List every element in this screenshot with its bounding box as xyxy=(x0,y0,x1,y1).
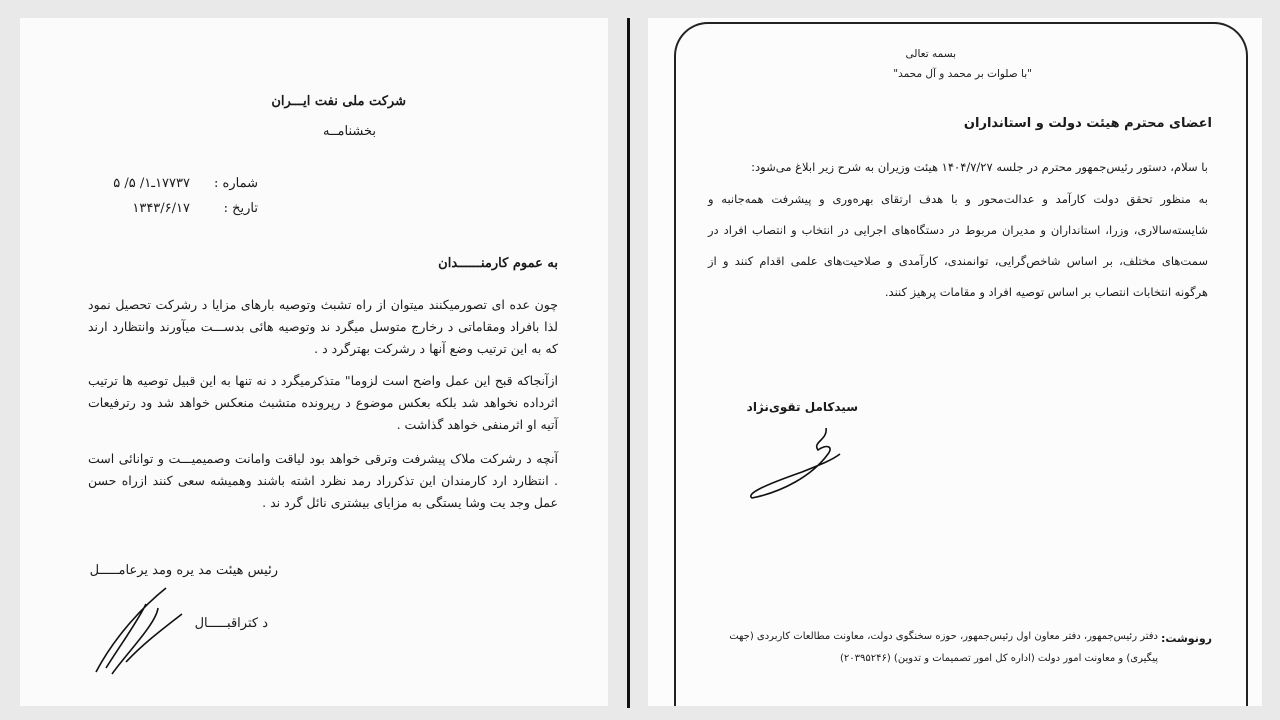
date-label: تاریخ : xyxy=(223,201,258,216)
paragraph-3: آنچه د رشرکت ملاک پیشرفت وترقی خواهد بود لیاقت وامانت وصمیمیـــت و توانائی است . انتظارد ارد کارمندان این تذکرراد رمد نظرد اشته باشند وهمیشه سعی کنند ازراه حسن عمل وجد یت وشا یستگی به مزایای بیشتری نائل گرد ند . xyxy=(88,451,558,510)
recipient: به عموم کارمنــــــدان xyxy=(438,256,558,271)
cc-text: دفتر رئیس‌جمهور، دفتر معاون اول رئیس‌جمهور، حوزه سخنگوی دولت، معاونت مطالعات کاربردی (جهت پیگیری) و معاونت امور دولت (اداره کل امور تصمیمات و تدوین) (۲۰۳۹۵۲۴۶) xyxy=(729,631,1158,664)
header-salawat: "با صلوات بر محمد و آل محمد" xyxy=(893,68,1032,80)
date-value: ۱۳۴۳/۶/۱۷ xyxy=(132,201,190,216)
signer-title: رئیس هیئت مد یره ومد یرعامـــــل xyxy=(89,563,278,578)
signature-left xyxy=(86,584,196,680)
document-type: بخشنامــه xyxy=(322,124,376,139)
signer-name: د کتراقبـــــال xyxy=(194,616,268,631)
company-name: شرکت ملی نفت ایـــران xyxy=(271,94,406,109)
paragraph-1: با سلام، دستور رئیس‌جمهور محترم در جلسه ۱۴۰۴/۷/۲۷ هیئت وزیران به شرح زیر ابلاغ می‌شود: xyxy=(751,160,1208,174)
signature-right xyxy=(742,420,862,500)
header-basmala: بسمه تعالی xyxy=(905,48,956,60)
right-letter xyxy=(648,18,1262,706)
number-value: ۱۷۷۳۷ـ۱/ ۵/ ۵ xyxy=(113,176,190,191)
paragraph-1: چون عده ای تصورمیکنند میتوان از راه تشبث وتوصیه بارهای مزایا د رشرکت تحصیل نمود لذا بافراد ومقاماتی د رخارج متوسل میگرد ند وتوصیه هائی بدســـت میآورند وانتظارد ارند که به این ترتیب وضع آنها د رشرکت بهترگرد د . xyxy=(88,297,558,356)
recipient: اعضای محترم هیئت دولت و استانداران xyxy=(963,116,1212,131)
number-label: شماره : xyxy=(214,176,258,191)
paragraph-2: ازآنجاکه قبح این عمل واضح است لزوما" متذکرمیگرد د نه تنها به این قبیل توصیه ها ترتیب اثرداده نخواهد شد بلکه بعکس موضوع د رپرونده متشبث منعکس خواهد شد ود رترفیعات آتیه او اثرمنفی خواهد گذاشت . xyxy=(88,373,558,432)
left-letter xyxy=(20,18,608,706)
paragraph-2: به منظور تحقق دولت کارآمد و عدالت‌محور و با هدف ارتقای بهره‌وری و پیشرفت همه‌جانبه و شایسته‌سالاری، وزرا، استانداران و مدیران مربوط در دستگاه‌های اجرایی در انتخاب و انتصاب افراد در سمت‌های مختلف، بر اساس شاخص‌گرایی، توانمندی، کارآمدی و صلاحیت‌های علمی اقدام کنند و از هرگونه انتخابات انتصاب بر اساس توصیه افراد و مقامات پرهیز کنند. xyxy=(708,192,1208,299)
signer-name: سیدکامل تقوی‌نژاد xyxy=(746,400,858,414)
page-divider xyxy=(627,18,630,708)
cc-label: رونوشت: xyxy=(1160,632,1212,645)
